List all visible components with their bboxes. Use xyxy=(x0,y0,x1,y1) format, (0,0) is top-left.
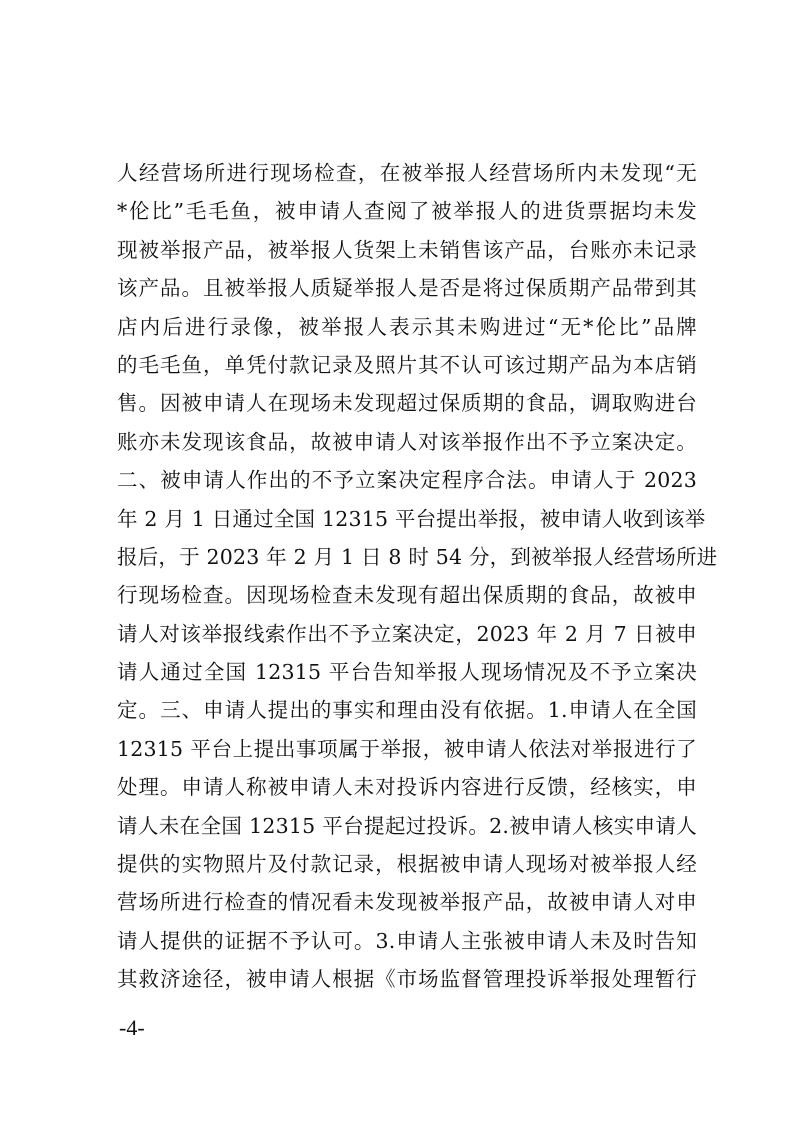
text-line: 售。因被申请人在现场未发现超过保质期的食品，调取购进台 xyxy=(117,391,697,416)
text-line: 二、被申请人作出的不予立案决定程序合法。申请人于 2023 xyxy=(117,468,697,493)
body-text xyxy=(117,154,718,999)
text-line: 的毛毛鱼，单凭付款记录及照片其不认可该过期产品为本店销 xyxy=(117,352,697,377)
text-line: 现被举报产品，被举报人货架上未销售该产品，台账亦未记录 xyxy=(117,237,697,262)
text-line: 年 2 月 1 日通过全国 12315 平台提出举报，被申请人收到该举 xyxy=(117,506,706,531)
page-number: -4- xyxy=(119,1015,145,1040)
text-line: 处理。申请人称被申请人未对投诉内容进行反馈，经核实，申 xyxy=(117,775,697,800)
text-line: 请人通过全国 12315 平台告知举报人现场情况及不予立案决 xyxy=(117,660,697,685)
text-line: 请人提供的证据不予认可。3.申请人主张被申请人未及时告知 xyxy=(117,928,697,953)
text-line: 请人对该举报线索作出不予立案决定，2023 年 2 月 7 日被申 xyxy=(117,621,697,646)
text-line: 人经营场所进行现场检查，在被举报人经营场所内未发现“无 xyxy=(117,161,697,185)
text-line: 账亦未发现该食品，故被申请人对该举报作出不予立案决定。 xyxy=(117,429,697,454)
text-line: 定。三、申请人提出的事实和理由没有依据。1.申请人在全国 xyxy=(117,698,697,723)
text-line: 请人未在全国 12315 平台提起过投诉。2.被申请人核实申请人 xyxy=(117,813,697,838)
text-line: 报后，于 2023 年 2 月 1 日 8 时 54 分，到被举报人经营场所进 xyxy=(117,544,718,569)
text-line: 12315 平台上提出事项属于举报，被申请人依法对举报进行了 xyxy=(117,736,697,761)
text-line: 营场所进行检查的情况看未发现被举报产品，故被申请人对申 xyxy=(117,890,697,915)
text-line: *伦比”毛毛鱼，被申请人查阅了被举报人的进货票据均未发 xyxy=(117,199,697,224)
text-line: 其救济途径，被申请人根据《市场监督管理投诉举报处理暂行 xyxy=(117,967,697,992)
text-line: 该产品。且被举报人质疑举报人是否是将过保质期产品带到其 xyxy=(117,276,697,301)
text-line: 行现场检查。因现场检查未发现有超出保质期的食品，故被申 xyxy=(117,583,697,608)
text-line: 提供的实物照片及付款记录，根据被申请人现场对被举报人经 xyxy=(117,852,697,877)
text-line: 店内后进行录像，被举报人表示其未购进过“无*伦比”品牌 xyxy=(117,314,697,339)
